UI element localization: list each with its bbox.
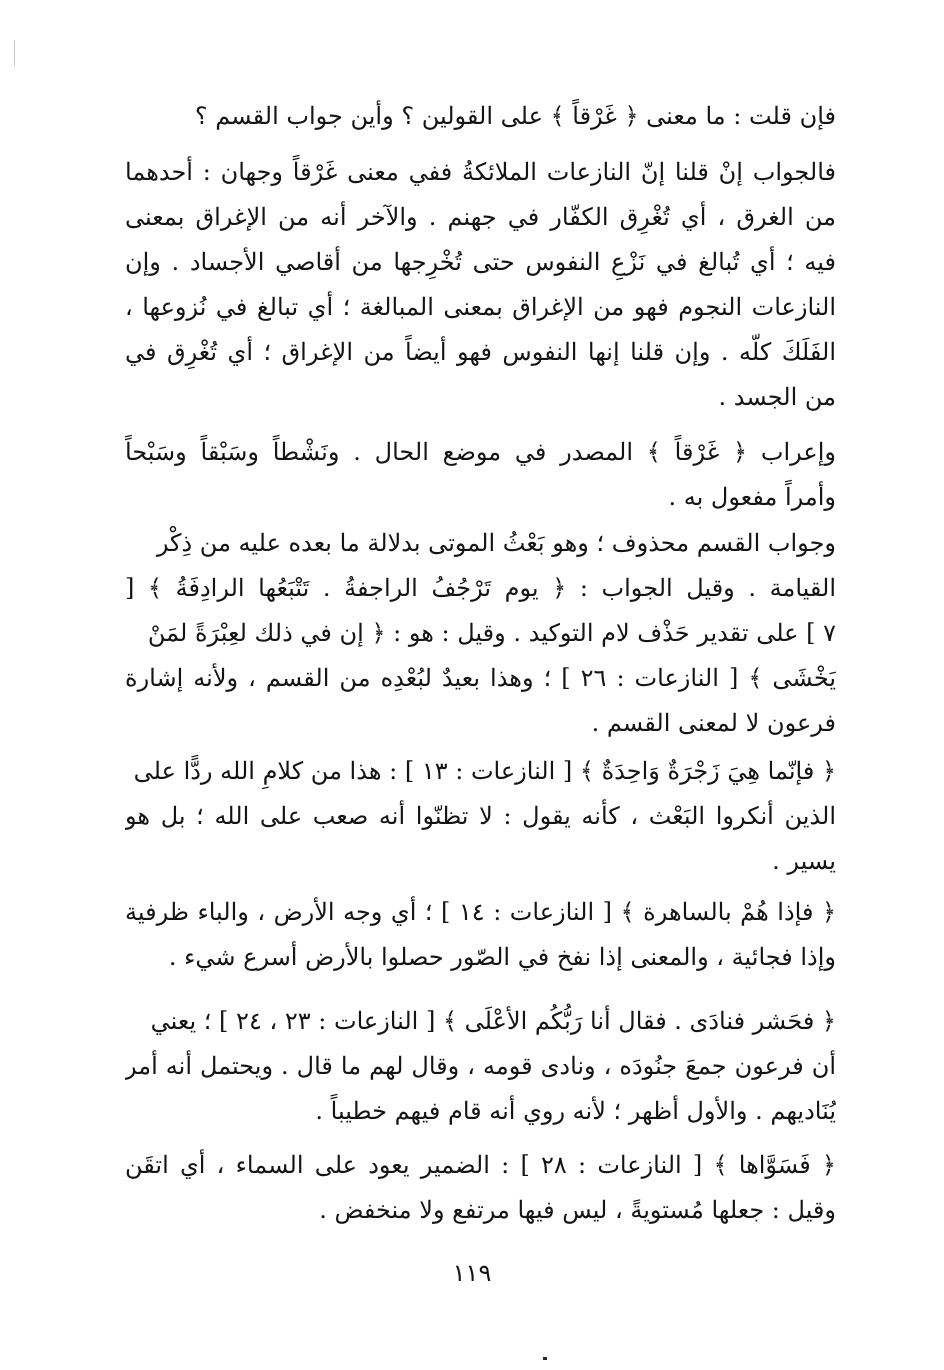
text-line: من الجسد . <box>718 383 836 411</box>
text-line: من الغرق ، أي تُغْرِق الكفّار في جهنم . والآخر أنه من الإغراق بمعنى <box>125 203 836 231</box>
page-number: ١١٩ <box>452 1259 492 1287</box>
paragraph-verse-28 <box>125 1143 836 1233</box>
text-line: وجواب القسم محذوف ؛ وهو بَعْثُ الموتى بدلالة ما بعده عليه من ذِكْر <box>156 529 836 557</box>
text-line: ﴿ فحَشر فنادَى . فقال أنا رَبُّكُم الأعْلَى ﴾ [ النازعات : ٢٣ ، ٢٤ ] ؛ يعني <box>150 1007 836 1035</box>
text-line: فرعون لا لمعنى القسم . <box>591 709 836 737</box>
paragraph-answer <box>125 150 836 420</box>
text-line: القيامة . وقيل الجواب : ﴿ يوم تَرْجُفُ الراجفةُ . تَتْبَعُها الرادِفَةُ ﴾ [ <box>125 574 836 602</box>
text-line: فيه ؛ أي تُبالغ في نَزْعِ النفوس حتى تُخْرِجها من أقاصي الأجساد . وإن <box>125 248 836 276</box>
paragraph-verse-23-24 <box>125 999 836 1134</box>
paragraph-grammar <box>125 430 836 520</box>
text-line: وأمراً مفعول به . <box>668 483 836 511</box>
paragraph-oath-answer <box>125 521 836 746</box>
text-line: فالجواب إنْ قلنا إنّ النازعات الملائكةُ ففي معنى غَرْقاً وجهان : أحدهما <box>125 158 836 186</box>
text-line: وإعراب ﴿ غَرْقاً ﴾ المصدر في موضع الحال . ونَشْطاً وسَبْقاً وسَبْحاً <box>125 438 836 466</box>
paragraph-question <box>125 94 836 139</box>
text-line: وإذا فجائية ، والمعنى إذا نفخ في الصّور حصلوا بالأرض أسرع شيء . <box>168 943 836 971</box>
text-line: ﴿ فَسَوَّاها ﴾ [ النازعات : ٢٨ ] : الضمير يعود على السماء ، أي اتقَن <box>125 1151 836 1179</box>
paragraph-verse-13 <box>125 749 836 884</box>
scan-speck <box>543 1357 547 1360</box>
margin-mark <box>14 40 15 66</box>
text-line: الذين أنكروا البَعْث ، كأنه يقول : لا تظنّوا أنه صعب على الله ؛ بل هو <box>125 802 836 830</box>
text-line: يُنَاديهم . والأول أظهر ؛ لأنه روي أنه قام فيهم خطيباً . <box>315 1097 836 1125</box>
text-line: وقيل : جعلها مُستويةً ، ليس فيها مرتفع ولا منخفض . <box>319 1196 836 1224</box>
text-line: ﴿ فإذا هُمْ بالساهرة ﴾ [ النازعات : ١٤ ] ؛ أي وجه الأرض ، والباء ظرفية <box>125 898 836 926</box>
text-line: يسير . <box>772 847 836 875</box>
paragraph-verse-14 <box>125 890 836 980</box>
text-line: فإن قلت : ما معنى ﴿ غَرْقاً ﴾ على القولين ؟ وأين جواب القسم ؟ <box>194 102 836 130</box>
text-line: أن فرعون جمعَ جنُودَه ، ونادى قومه ، وقال لهم ما قال . ويحتمل أنه أمر <box>125 1052 836 1080</box>
text-line: يَخْشَى ﴾ [ النازعات : ٢٦ ] ؛ وهذا بعيدٌ لبُعْدِه من القسم ، ولأنه إشارة <box>125 664 836 692</box>
text-line: ٧ ] على تقدير حَذْف لام التوكيد . وقيل : هو : ﴿ إن في ذلك لعِبْرَةً لمَنْ <box>147 619 836 647</box>
text-line: النازعات النجوم فهو من الإغراق بمعنى المبالغة ؛ أي تبالغ في نُزوعها ، <box>125 293 836 321</box>
text-line: الفَلَكَ كلّه . وإن قلنا إنها النفوس فهو أيضاً من الإغراق ؛ أي تُغْرِق في <box>125 338 836 366</box>
text-line: ﴿ فإنّما هِيَ زَجْرَةٌ وَاحِدَةٌ ﴾ [ النازعات : ١٣ ] : هذا من كلامِ الله ردًّا على <box>133 757 836 785</box>
